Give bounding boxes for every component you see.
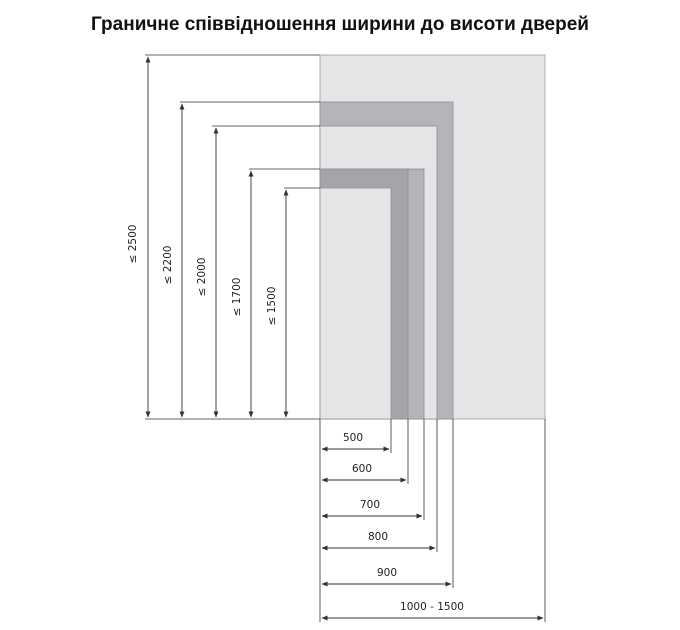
width-label-800: 800 bbox=[367, 531, 389, 543]
height-label-1500: ≤ 1500 bbox=[266, 286, 278, 326]
width-label-600: 600 bbox=[351, 463, 373, 475]
width-label-500: 500 bbox=[342, 432, 364, 444]
door-opening-500x1500 bbox=[320, 188, 391, 419]
height-label-2000: ≤ 2000 bbox=[196, 257, 208, 297]
diagram-title: Граничне співвідношення ширини до висоти дверей bbox=[91, 14, 589, 35]
height-label-1700: ≤ 1700 bbox=[231, 277, 243, 317]
width-label-1000-1500: 1000 - 1500 bbox=[400, 601, 464, 613]
height-label-2200: ≤ 2200 bbox=[162, 245, 174, 285]
height-label-2500: ≤ 2500 bbox=[127, 224, 139, 264]
width-label-900: 900 bbox=[376, 567, 398, 579]
width-label-700: 700 bbox=[359, 499, 381, 511]
